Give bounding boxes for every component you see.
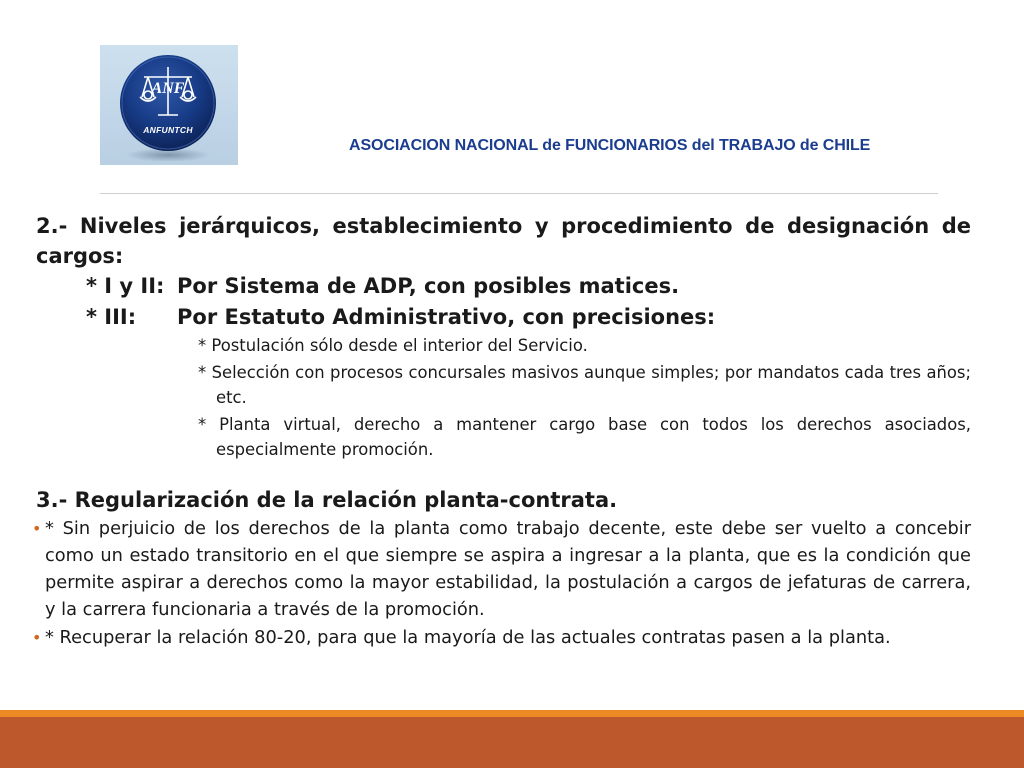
detail-postulacion: * Postulación sólo desde el interior del Servicio. [198, 336, 588, 355]
list-item: • * Sin perjuicio de los derechos de la planta como trabajo decente, este debe ser vuelto a concebir como un estado transitorio en el que siempre se aspira a ingresar a la planta, que es la condición que permite aspirar a derechos como la mayor estabilidad, la postulación a cargos de jefaturas de carrera, y la carrera funcionaria a través de la promoción. [36, 515, 971, 623]
footer-bar [0, 717, 1024, 768]
logo-text: ANFUNTCH [143, 125, 193, 135]
bullet-icon: • [32, 627, 42, 647]
header-divider [100, 193, 938, 194]
item-iii [36, 302, 971, 333]
item-tag: * III: [86, 305, 137, 329]
list-item: • * Recuperar la relación 80-20, para que la mayoría de las actuales contratas pasen a la planta. [36, 624, 971, 651]
item-text: Por Estatuto Administrativo, con precisiones: [177, 305, 716, 329]
detail-seleccion: * Selección con procesos concursales masivos aunque simples; por mandatos cada tres años; etc. [198, 362, 971, 407]
item-tag: * I y II: [86, 274, 165, 298]
item-text: Por Sistema de ADP, con posibles matices. [177, 274, 680, 298]
footer-accent-bar [0, 710, 1024, 717]
bullet-icon: • [32, 518, 42, 538]
slide-content [32, 211, 971, 651]
logo [100, 45, 238, 165]
section-2-heading: 2.- Niveles jerárquicos, establecimiento y procedimiento de designación de cargos: [36, 214, 971, 268]
section-3-heading: 3.- Regularización de la relación planta-contrata. [36, 487, 618, 512]
scales-of-justice-icon [100, 45, 238, 165]
organization-name: ASOCIACION NACIONAL de FUNCIONARIOS del TRABAJO de CHILE [349, 137, 871, 154]
item-i-ii [36, 271, 971, 302]
svg-text:ANF: ANF [151, 80, 185, 97]
detail-planta-virtual: * Planta virtual, derecho a mantener cargo base con todos los derechos asociados, especialmente promoción. [198, 414, 971, 459]
